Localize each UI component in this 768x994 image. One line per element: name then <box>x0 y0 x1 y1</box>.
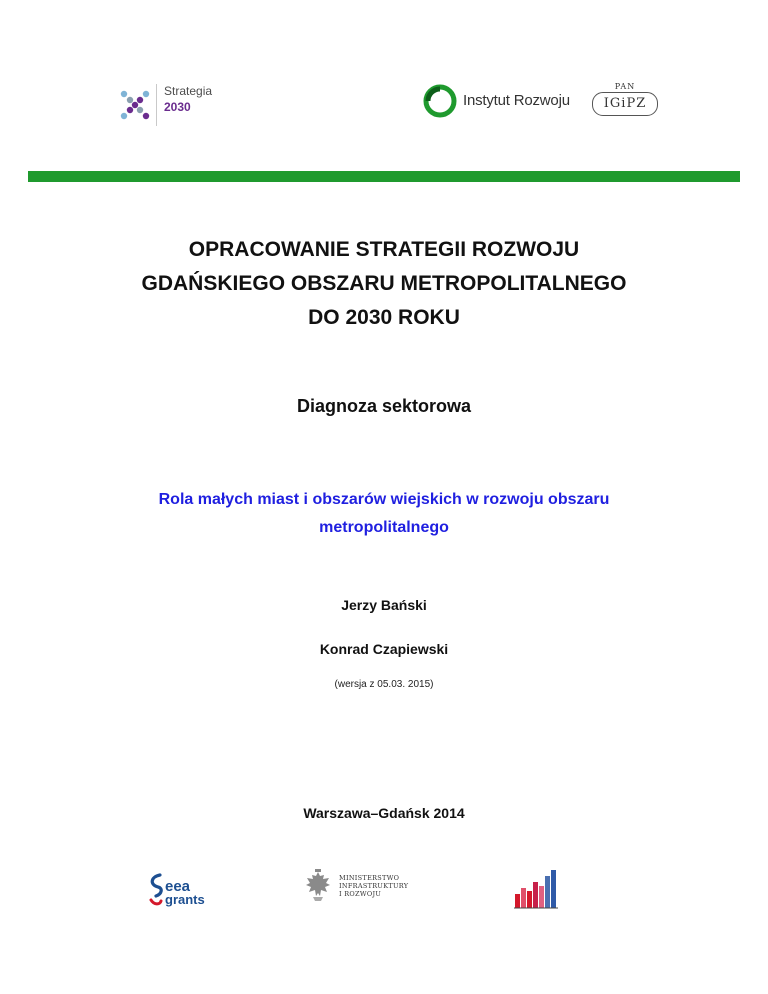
strategia-mark-icon <box>118 88 152 122</box>
pan-igipz-logo <box>590 82 660 122</box>
header-divider-bar <box>28 171 740 182</box>
ministerstwo-line-1: MINISTERSTWO <box>339 874 400 882</box>
title-line-2: GDAŃSKIEGO OBSZARU METROPOLITALNEGO <box>141 272 627 295</box>
ministerstwo-label <box>339 874 408 898</box>
logo-separator <box>156 84 157 126</box>
instytut-rozwoju-label: Instytut Rozwoju <box>463 92 570 109</box>
author-2: Konrad Czapiewski <box>319 641 449 657</box>
strategia-year: 2030 <box>164 100 191 114</box>
title-line-3: DO 2030 ROKU <box>308 306 460 329</box>
author-1: Jerzy Bański <box>341 597 427 613</box>
eea-label: eea <box>165 878 191 895</box>
document-topic <box>60 486 708 542</box>
eea-grants-logo <box>148 866 218 912</box>
bar-skyline-icon <box>512 866 562 910</box>
title-line-1: OPRACOWANIE STRATEGII ROZWOJU <box>188 238 580 261</box>
eea-swirl-icon <box>148 872 164 908</box>
version-note: (wersja z 05.03. 2015) <box>334 679 434 690</box>
igipz-label: IGiPZ <box>592 92 658 116</box>
instytut-rozwoju-logo <box>423 84 573 120</box>
topic-line-2: metropolitalnego <box>319 519 449 536</box>
grants-label: grants <box>165 892 205 907</box>
ministerstwo-line-3: I ROZWOJU <box>339 890 382 898</box>
ministerstwo-logo <box>303 866 423 906</box>
place-and-year: Warszawa–Gdańsk 2014 <box>303 805 465 821</box>
strategia-2030-logo <box>118 82 238 128</box>
instytut-ring-icon <box>423 84 457 118</box>
document-subtitle: Diagnoza sektorowa <box>296 396 472 416</box>
strategia-label: Strategia <box>164 84 213 98</box>
document-title <box>40 233 728 335</box>
metropolitan-bars-logo <box>512 866 562 910</box>
pan-label: PAN <box>614 82 636 91</box>
ministerstwo-line-2: INFRASTRUKTURY <box>339 882 409 890</box>
topic-line-1: Rola małych miast i obszarów wiejskich w rozwoju obszaru <box>158 491 610 508</box>
polish-eagle-icon <box>303 868 333 902</box>
